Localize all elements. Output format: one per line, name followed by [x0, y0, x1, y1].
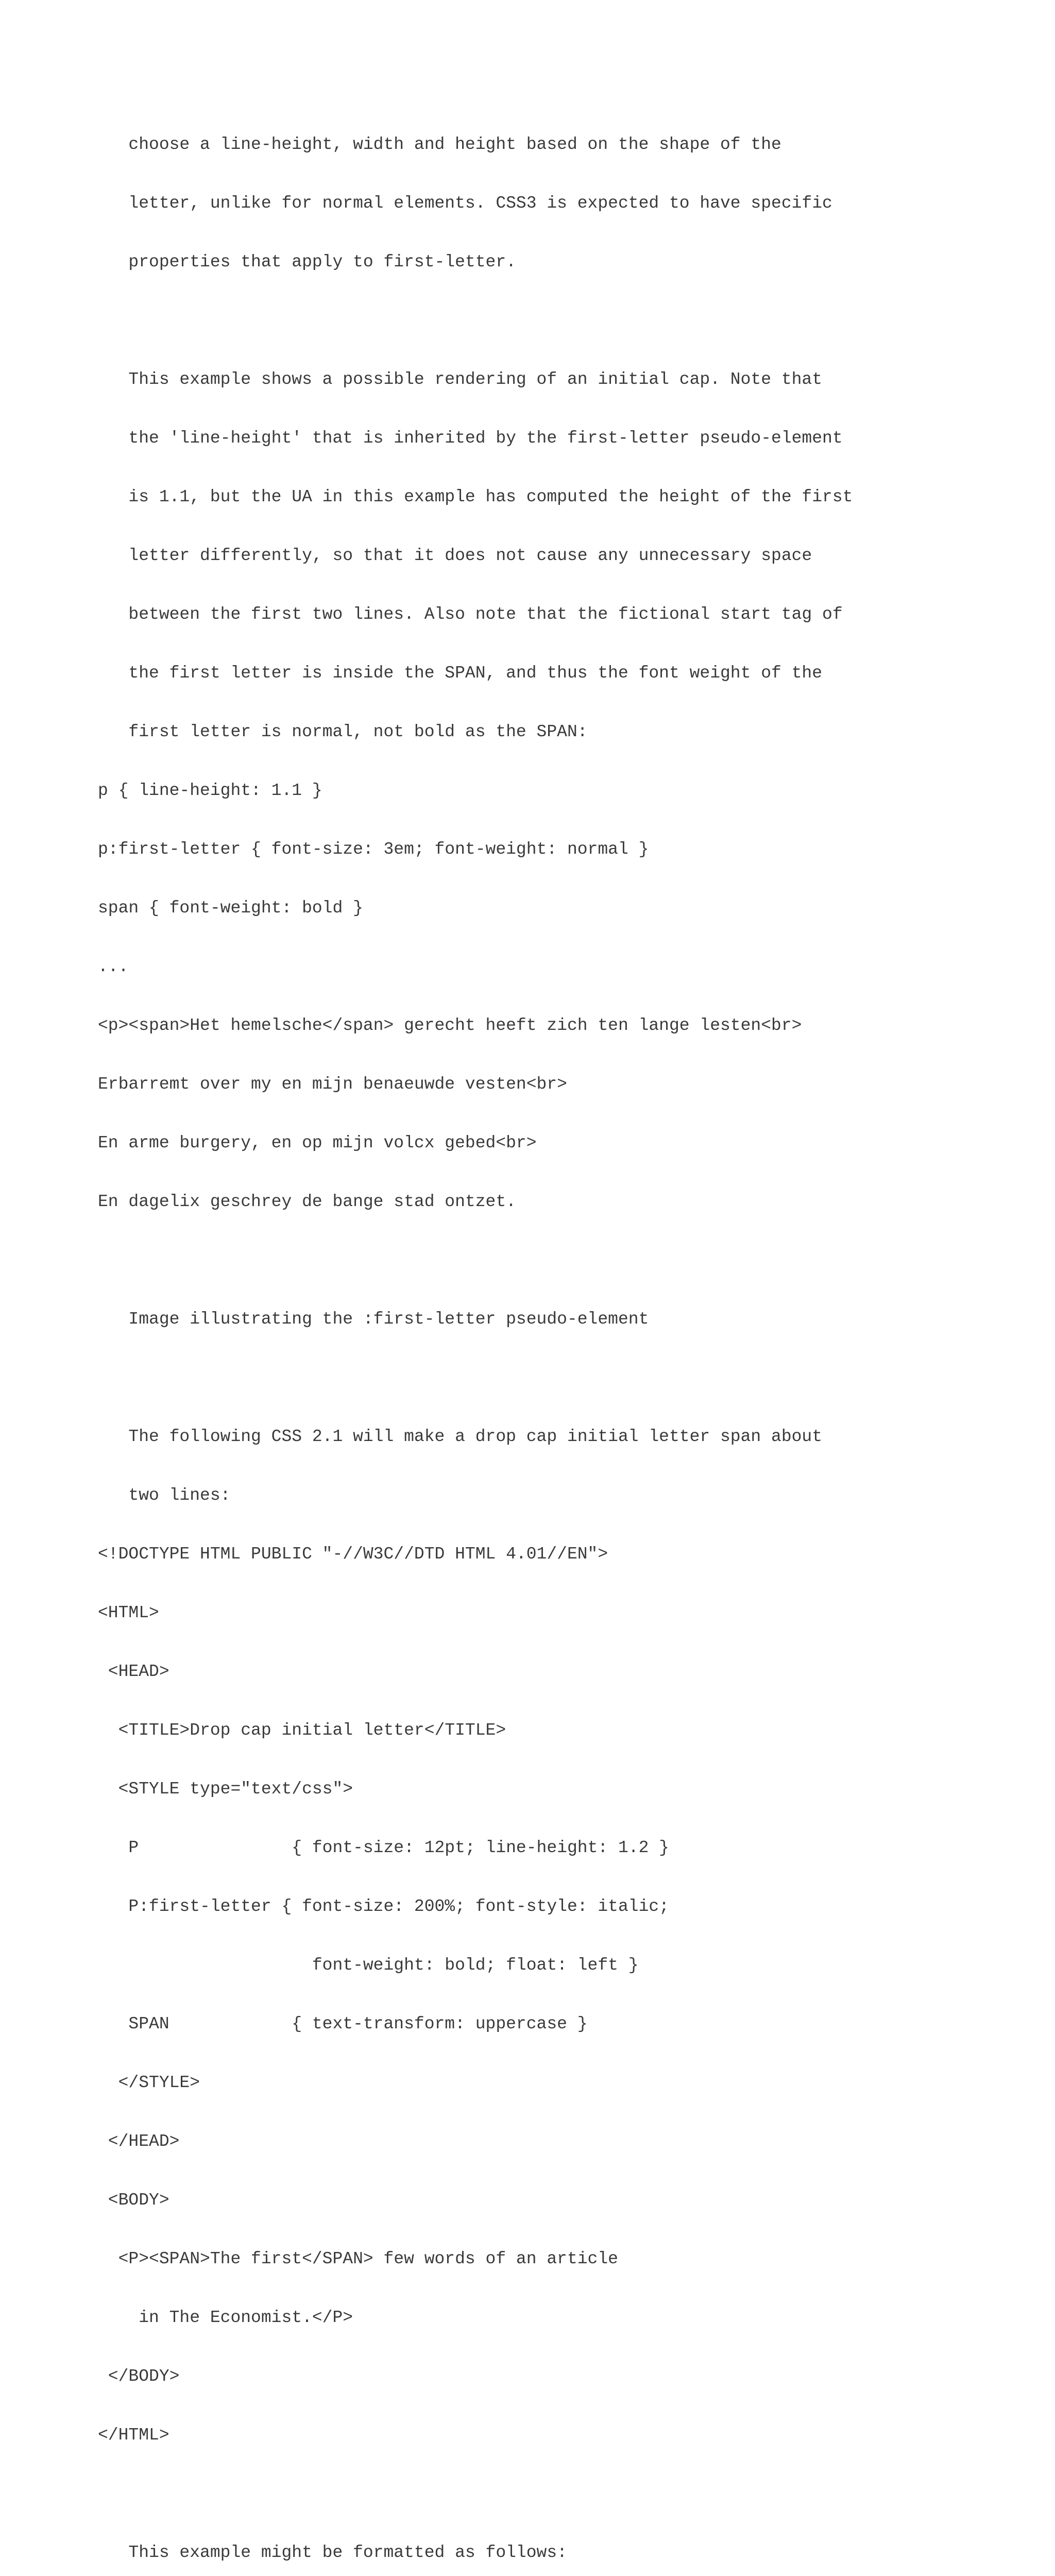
code-line: span { font-weight: bold }: [98, 899, 363, 918]
text-line: The following CSS 2.1 will make a drop cap initial letter span about: [98, 1427, 823, 1446]
text-line: first letter is normal, not bold as the SPAN:: [98, 722, 588, 741]
code-line: ...: [98, 957, 129, 976]
code-line: p { line-height: 1.1 }: [98, 781, 322, 800]
code-line: <P><SPAN>The first</SPAN> few words of an article: [98, 2249, 618, 2268]
text-line: two lines:: [98, 1486, 231, 1505]
blank-line: [98, 2484, 1025, 2504]
blank-line: [98, 1251, 1025, 1270]
code-line: <TITLE>Drop cap initial letter</TITLE>: [98, 1721, 506, 1740]
code-line: <p><span>Het hemelsche</span> gerecht heeft zich ten lange lesten<br>: [98, 1016, 802, 1035]
text-line: This example shows a possible rendering of an initial cap. Note that: [98, 370, 823, 389]
text-line: the 'line-height' that is inherited by the first-letter pseudo-element: [98, 429, 843, 448]
code-line: En arme burgery, en op mijn volcx gebed<br>: [98, 1133, 537, 1153]
code-line: <HEAD>: [98, 1662, 169, 1681]
code-line: </STYLE>: [98, 2073, 200, 2092]
code-line: <STYLE type="text/css">: [98, 1780, 353, 1799]
code-line: SPAN { text-transform: uppercase }: [98, 2014, 588, 2033]
code-line: p:first-letter { font-size: 3em; font-weight: normal }: [98, 840, 649, 859]
code-line: in The Economist.</P>: [98, 2308, 353, 2327]
code-line: </HEAD>: [98, 2132, 180, 2151]
text-line: letter differently, so that it does not cause any unnecessary space: [98, 546, 812, 565]
code-line: <HTML>: [98, 1603, 159, 1622]
code-line: </BODY>: [98, 2367, 180, 2386]
text-line: properties that apply to first-letter.: [98, 252, 516, 272]
document-page: [98, 96, 1025, 2576]
code-line: </HTML>: [98, 2426, 169, 2445]
text-line: letter, unlike for normal elements. CSS3 is expected to have specific: [98, 194, 832, 213]
text-line: between the first two lines. Also note that the fictional start tag of: [98, 605, 843, 624]
code-line: P:first-letter { font-size: 200%; font-style: italic;: [98, 1897, 669, 1916]
blank-line: [98, 311, 1025, 331]
text-line: the first letter is inside the SPAN, and thus the font weight of the: [98, 664, 823, 683]
text-line: is 1.1, but the UA in this example has computed the height of the first: [98, 487, 853, 506]
code-line: font-weight: bold; float: left }: [98, 1956, 639, 1975]
text-line: This example might be formatted as follows:: [98, 2543, 567, 2562]
code-line: <BODY>: [98, 2191, 169, 2210]
image-caption: Image illustrating the :first-letter pseudo-element: [98, 1310, 649, 1329]
code-line: En dagelix geschrey de bange stad ontzet.: [98, 1192, 516, 1211]
code-line: Erbarremt over my en mijn benaeuwde vesten<br>: [98, 1075, 567, 1094]
blank-line: [98, 1368, 1025, 1388]
code-line: <!DOCTYPE HTML PUBLIC "-//W3C//DTD HTML 4.01//EN">: [98, 1545, 608, 1564]
code-line: P { font-size: 12pt; line-height: 1.2 }: [98, 1838, 669, 1857]
text-line: choose a line-height, width and height based on the shape of the: [98, 135, 781, 154]
